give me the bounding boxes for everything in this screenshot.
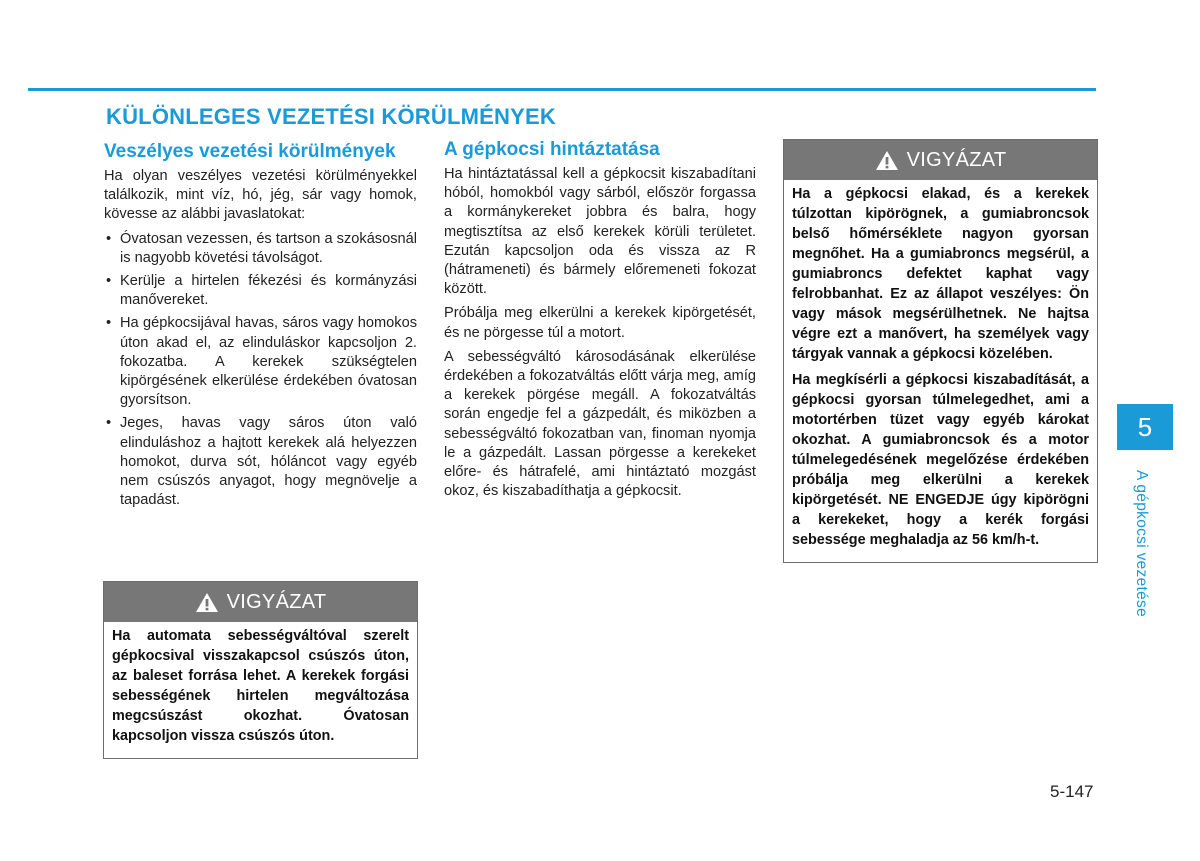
warning-header: [784, 140, 1097, 180]
chapter-number-tab: 5: [1117, 404, 1173, 450]
heading-hazardous-conditions: Veszélyes vezetési körülmények: [104, 141, 396, 162]
section-title: KÜLÖNLEGES VEZETÉSI KÖRÜLMÉNYEK: [106, 104, 556, 129]
chapter-label: A gépkocsi vezetése: [1133, 470, 1150, 618]
warning-title: VIGYÁZAT: [226, 590, 327, 613]
page-number: 5-147: [1050, 782, 1094, 801]
list-item: • Óvatosan vezessen, és tartson a szokásosnál is nagyobb követési távolságot.: [104, 230, 417, 268]
warning-triangle-icon: [875, 150, 899, 171]
column-hazardous-conditions: [104, 140, 417, 514]
column-rocking-vehicle: [444, 138, 756, 506]
list-item: • Ha gépkocsijával havas, sáros vagy homokos úton akad el, az elinduláskor kapcsoljon 2. fokozatba. A kerekek szükségtelen kipörgésének elkerülése érdekében óvatosan gyorsítson.: [104, 314, 417, 410]
paragraph: Próbálja meg elkerülni a kerekek kipörgetését, és ne pörgesse túl a motort.: [444, 305, 756, 341]
warning-box-downshift: [103, 581, 418, 759]
paragraph: Ha hintáztatással kell a gépkocsit kiszabadítani hóból, homokból vagy sárból, először forgassa a kormánykereket jobbra és balra, hogy megtisztítsa az első kerekek körüli területet. Ezután kapcsoljon oda és vissza az R (hátrameneti) és bármely előremeneti fokozat között.: [444, 166, 756, 298]
warning-box-tire-spin: [783, 139, 1098, 563]
paragraph: A sebességváltó károsodásának elkerülése érdekében a fokozatváltás előtt várja meg, amíg a kerekek pörgése megáll. A fokozatváltás során engedje fel a gázpedált, és miközben a sebességváltó fokozatban van, finoman nyomja le a gázpedált. Lassan pörgesse a kerekeket előre- és hátrafelé, ami hintáztató mozgást okoz, és kiszabadíthatja a gépkocsit.: [444, 348, 756, 500]
warning-triangle-icon: [195, 592, 219, 613]
warning-body: [784, 180, 1097, 562]
top-rule: [28, 88, 1096, 91]
warning-header: [104, 582, 417, 622]
warning-body: [104, 622, 417, 758]
bullet-list: [104, 230, 417, 511]
warning-text: Ha megkísérli a gépkocsi kiszabadítását, a gépkocsi gyorsan túlmelegedhet, ami a motortérben tüzet vagy egyéb károkat okozhat. A gumiabroncsok és a motor túlmelegedésének megelőzése érdekében próbálja meg elkerülni a kerekek kipörgetését. NE ENGEDJE úgy kipörögni a kerekeket, hogy a kerék forgási sebessége meghaladja az 56 km/h-t.: [792, 372, 1089, 548]
intro-paragraph: Ha olyan veszélyes vezetési körülményekkel találkozik, mint víz, hó, jég, sár vagy homok, kövesse az alábbi javaslatokat:: [104, 168, 417, 223]
warning-text: Ha a gépkocsi elakad, és a kerekek túlzottan kipörögnek, a gumiabroncsok belső hőmérséklete nagyon gyorsan megnőhet. Ha a gumiabroncs megsérül, a gumiabroncs defektet kaphat vagy felrobbanhat. Ez az állapot veszélyes: Ön vagy mások megsérülhetnek. Ne hajtsa végre ezt a manővert, ha személyek vagy tárgyak vannak a gépkocsi közelében.: [792, 186, 1089, 362]
heading-rocking-vehicle: A gépkocsi hintáztatása: [444, 139, 660, 160]
list-item: • Kerülje a hirtelen fékezési és kormányzási manővereket.: [104, 272, 417, 310]
warning-title: VIGYÁZAT: [906, 148, 1007, 171]
warning-text: Ha automata sebességváltóval szerelt gépkocsival visszakapcsol csúszós úton, az baleset forrása lehet. A kerekek forgási sebességének hirtelen megváltozása megcsúszást okozhat. Óvatosan kapcsoljon vissza csúszós úton.: [112, 628, 409, 744]
list-item: • Jeges, havas vagy sáros úton való elinduláshoz a hajtott kerekek alá helyezzen homokot, durva sót, hóláncot vagy egyéb nem csúszós anyagot, hogy megnövelje a tapadást.: [104, 414, 417, 510]
